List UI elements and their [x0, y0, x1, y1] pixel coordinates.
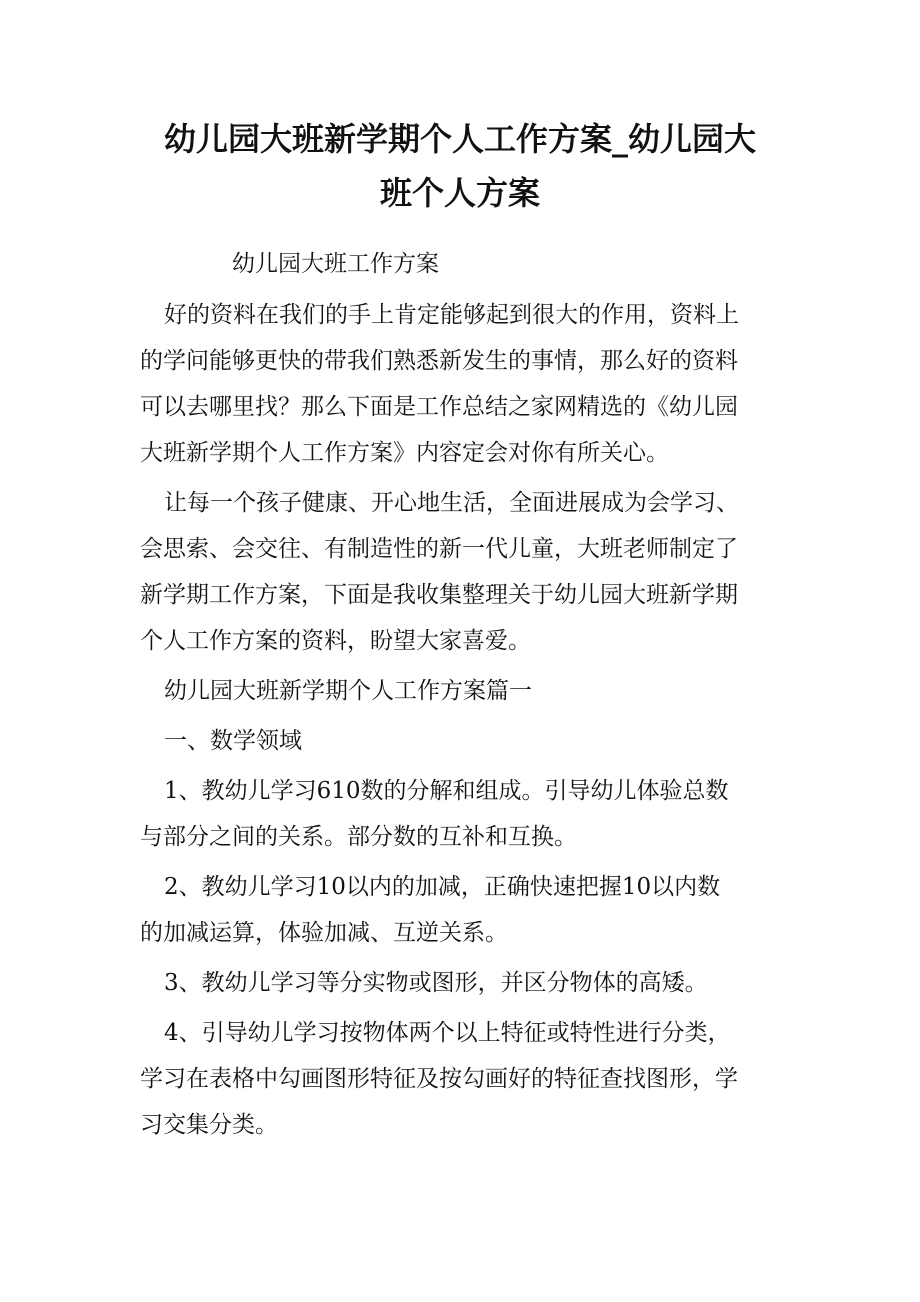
paragraph-goal [140, 480, 790, 664]
text-line: 学习在表格中勾画图形特征及按勾画好的特征查找图形，学 [140, 1066, 738, 1092]
paragraph-intro [140, 292, 790, 476]
title-line-2: 班个人方案 [379, 174, 540, 212]
text-line: 3、教幼儿学习等分实物或图形，并区分物体的高矮。 [164, 970, 708, 996]
text-line: 会思索、会交往、有制造性的新一代儿童，大班老师制定了 [140, 536, 738, 562]
document-body [140, 292, 790, 1148]
text-line: 一、数学领域 [164, 728, 302, 754]
text-line: 个人工作方案的资料，盼望大家喜爱。 [140, 628, 531, 654]
text-line: 4、引导幼儿学习按物体两个以上特征或特性进行分类， [164, 1020, 731, 1046]
text-line: 的学问能够更快的带我们熟悉新发生的事情，那么好的资料 [140, 348, 738, 374]
list-item-2 [140, 864, 790, 956]
text-line: 与部分之间的关系。部分数的互补和互换。 [140, 824, 577, 850]
list-item-3 [140, 960, 790, 1006]
list-item-1 [140, 768, 790, 860]
text-line: 2、教幼儿学习10以内的加减，正确快速把握10以内数 [164, 874, 721, 900]
text-line: 习交集分类。 [140, 1112, 278, 1138]
section-heading [140, 668, 790, 714]
list-item-4 [140, 1010, 790, 1148]
text-line: 的加减运算，体验加减、互逆关系。 [140, 920, 508, 946]
text-line: 1、教幼儿学习610数的分解和组成。引导幼儿体验总数 [164, 778, 729, 804]
title-line-1: 幼儿园大班新学期个人工作方案_幼儿园大 [163, 120, 756, 158]
text-line: 好的资料在我们的手上肯定能够起到很大的作用，资料上 [164, 302, 739, 328]
text-line: 可以去哪里找？那么下面是工作总结之家网精选的《幼儿园 [140, 394, 738, 420]
text-line: 大班新学期个人工作方案》内容定会对你有所关心。 [140, 440, 669, 466]
text-line: 让每一个孩子健康、开心地生活，全面进展成为会学习、 [164, 490, 739, 516]
subsection-heading [140, 718, 790, 764]
text-line: 新学期工作方案，下面是我收集整理关于幼儿园大班新学期 [140, 582, 738, 608]
document-subtitle: 幼儿园大班工作方案 [232, 251, 439, 277]
document-title [140, 112, 780, 220]
text-line: 幼儿园大班新学期个人工作方案篇一 [164, 678, 532, 704]
